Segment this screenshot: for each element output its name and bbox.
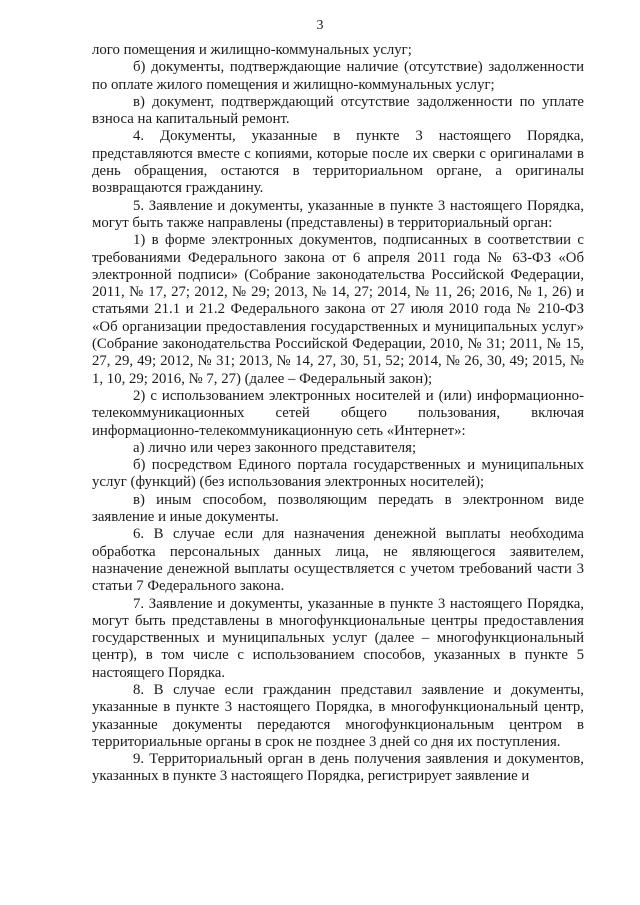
paragraph-p8: 8. В случае если гражданин представил заявление и документы, указанные в пункте 3 настоящего Порядка, в многофункциональный центр, указанные документы передаются многофункциональным центром в территориальные органы в срок не позднее 3 дней со дня их поступления. — [92, 681, 584, 750]
paragraph-cont: лого помещения и жилищно-коммунальных услуг; — [92, 42, 412, 58]
page-number: 3 — [316, 18, 324, 33]
paragraph-p9: 9. Территориальный орган в день получения заявления и документов, указанных в пункте 3 настоящего Порядка, регистрирует заявление и — [92, 751, 584, 785]
paragraph-p6: 6. В случае если для назначения денежной выплаты необходима обработка персональных данных лица, не являющегося заявителем, назначение денежной выплаты осуществляется с учетом требований части 3 статьи 7 Федерального закона. — [92, 526, 584, 595]
paragraph-b: б) документы, подтверждающие наличие (отсутствие) задолженности по оплате жилого помещения и жилищно-коммунальных услуг; — [92, 59, 584, 93]
paragraph-p4: 4. Документы, указанные в пункте 3 настоящего Порядка, представляются вместе с копиями, которые после их сверки с оригиналами в день обращения, остаются в территориальном органе, а оригиналы возвращаются гражданину. — [92, 128, 584, 197]
paragraph-p5-2v: в) иным способом, позволяющим передать в электронном виде заявление и иные документы. — [92, 491, 584, 526]
paragraph-p5-2a: а) лично или через законного представителя; — [133, 439, 417, 456]
paragraph-p5-2b: б) посредством Единого портала государственных и муниципальных услуг (функций) (без использования электронных носителей); — [92, 457, 584, 491]
paragraph-p7: 7. Заявление и документы, указанные в пункте 3 настоящего Порядка, могут быть представлены в многофункциональные центры предоставления государственных и муниципальных услуг (далее – многофункциональный центр), в том числе с использованием способов, указанных в пункте 5 настоящего Порядка. — [92, 595, 584, 681]
paragraph-p5-2: 2) с использованием электронных носителей и (или) информационно-телекоммуникационных сетей общего пользования, включая информационно-телекоммуникационную сеть «Интернет»: — [92, 387, 584, 439]
paragraph-p5-1: 1) в форме электронных документов, подписанных в соответствии с требованиями Федерального закона от 6 апреля 2011 года № 63-ФЗ «Об электронной подписи» (Собрание законодательства Российской Федерации, 2011, № 17, 27; 2012, № 29; 2013, № 14, 27; 2014, № 11, 26; 2016, № 1, 26) и статьями 21.1 и 21.2 Федерального закона от 27 июля 2010 года № 210-ФЗ «Об организации предоставления государственных и муниципальных услуг» (Собрание законодательства Российской Федерации, 2010, № 31; 2011, № 15, 27, 29, 49; 2012, № 31; 2013, № 14, 27, 30, 51, 52; 2014, № 26, 30, 49; 2015, № 1, 10, 29; 2016, № 7, 27) (далее – Федеральный закон); — [92, 232, 584, 387]
paragraph-v: в) документ, подтверждающий отсутствие задолженности по уплате взноса на капитальный ремонт. — [92, 93, 584, 128]
paragraph-p5: 5. Заявление и документы, указанные в пункте 3 настоящего Порядка, могут быть также направлены (представлены) в территориальный орган: — [92, 197, 584, 231]
document-body — [92, 42, 584, 786]
